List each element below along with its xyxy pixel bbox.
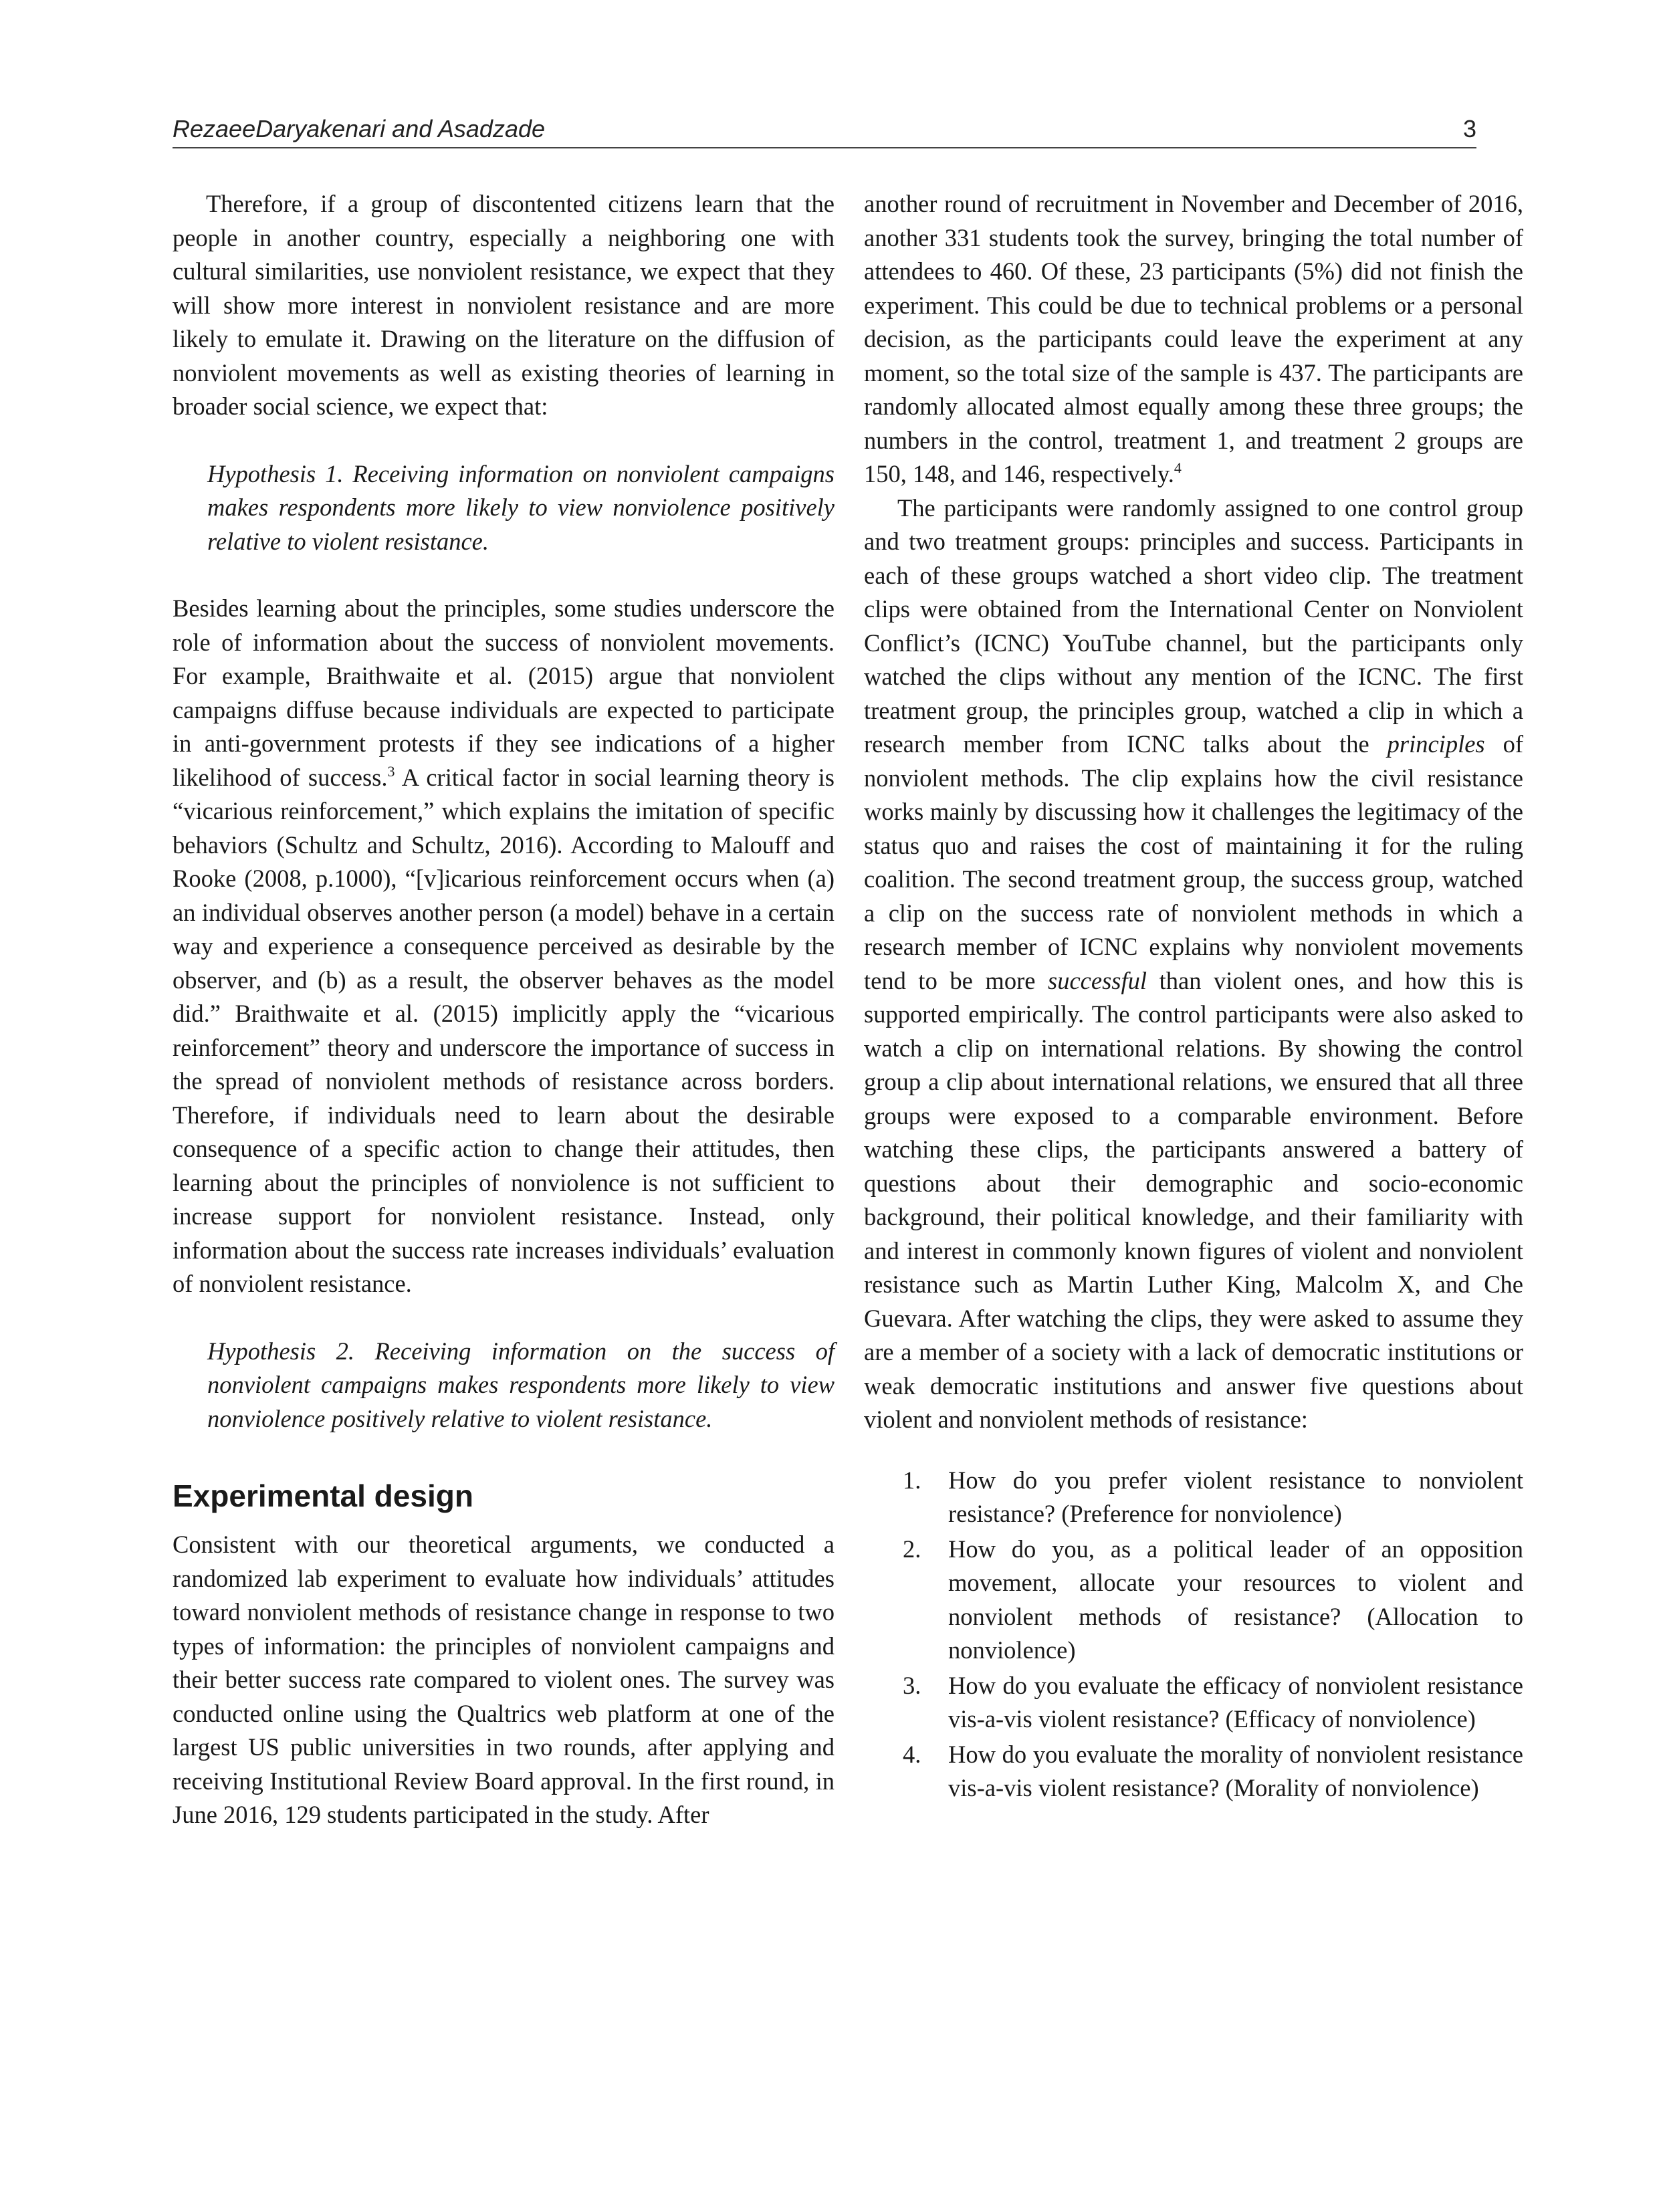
question-item (864, 1464, 1523, 1531)
emphasis-successful: successful (1048, 966, 1147, 994)
question-text: How do you evaluate the efficacy of nonviolent resistance vis-a-vis violent resistance? (Efficacy of nonviolence) (948, 1671, 1523, 1733)
footnote-ref-4[interactable]: 4 (1174, 459, 1182, 476)
left-column (173, 187, 835, 1832)
hypothesis-1-label: Hypothesis 1. (207, 459, 344, 487)
paragraph (864, 187, 1523, 491)
question-number: 3. (903, 1671, 921, 1699)
paragraph: Therefore, if a group of discontented citizens learn that the people in another country, especially a neighboring one with cultural similarities, use nonviolent resistance, we expect that they will show more interest in nonviolent resistance and are more likely to emulate it. Drawing on the literature on the diffusion of nonviolent movements as well as existing theories of learning in broader social science, we expect that: (173, 190, 835, 420)
footnote-ref-3[interactable]: 3 (387, 762, 395, 780)
page-number: 3 (1462, 115, 1476, 142)
question-item (864, 1669, 1523, 1737)
question-list (864, 1464, 1523, 1805)
question-text: How do you evaluate the morality of nonviolent resistance vis-a-vis violent resistance? (Morality of nonviolence) (948, 1740, 1523, 1801)
hypothesis-1 (207, 457, 835, 559)
hypothesis-2-text: Receiving information on the success of nonviolent campaigns makes respondents more likely to view nonviolence positively relative to violent resistance. (207, 1337, 835, 1432)
hypothesis-2-label: Hypothesis 2. (207, 1337, 355, 1365)
question-item (864, 1533, 1523, 1668)
paragraph (173, 592, 835, 1301)
question-text: How do you, as a political leader of an opposition movement, allocate your resources to violent and nonviolent methods of resistance? (Allocation to nonviolence) (948, 1535, 1523, 1664)
paragraph-text: The participants were randomly assigned to one control group and two treatment groups: principles and success. Participants in each of these groups watched a short video clip. The treatment clips were obtained from the International Center on Nonviolent Conflict’s (ICNC) YouTube channel, but the participants only watched the clips without any mention of the ICNC. The first treatment group, the principles group, watched a clip in which a research member from ICNC talks about the (864, 493, 1523, 758)
question-number: 4. (903, 1740, 921, 1768)
hypothesis-2 (207, 1335, 835, 1436)
paragraph-text: of nonviolent methods. The clip explains how the civil resistance works mainly by discussing how it challenges the legitimacy of the status quo and raises the cost of maintaining it for the ruling coalition. The second treatment group, the success group, watched a clip on the success rate of nonviolent methods in which a research member of ICNC explains why nonviolent movements tend to be more (864, 730, 1523, 994)
right-column (864, 187, 1523, 1807)
running-header-authors: RezaeeDaryakenari and Asadzade (173, 115, 546, 142)
paragraph-text: Besides learning about the principles, some studies underscore the role of information about the success of nonviolent movements. For example, Braithwaite et al. (2015) argue that nonviolent campaigns diffuse because individuals are expected to participate in anti-government protests if they see indications of a higher likelihood of success. (173, 594, 835, 791)
paragraph-text: than violent ones, and how this is supported empirically. The control participants were also asked to watch a clip on international relations. By showing the control group a clip about international relations, we ensured that all three groups were exposed to a comparable environment. Before watching these clips, the participants answered a battery of questions about their demographic and socio-economic background, their political knowledge, and their familiarity with and interest in commonly known figures of violent and nonviolent resistance such as Martin Luther King, Malcolm X, and Che Guevara. After watching the clips, they were asked to assume they are a member of a society with a lack of democratic institutions or weak democratic institutions and answer five questions about violent and nonviolent methods of resistance: (864, 966, 1523, 1433)
question-number: 2. (903, 1535, 921, 1563)
section-heading: Experimental design (173, 1478, 473, 1513)
paragraph (864, 491, 1523, 1437)
question-number: 1. (903, 1466, 921, 1494)
emphasis-principles: principles (1387, 730, 1485, 758)
paragraph: Consistent with our theoretical arguments, we conducted a randomized lab experiment to evaluate how individuals’ attitudes toward nonviolent methods of resistance change in response to two types of information: the principles of nonviolent campaigns and their better success rate compared to violent ones. The survey was conducted online using the Qualtrics web platform at one of the largest US public universities in two rounds, after applying and receiving Institutional Review Board approval. In the first round, in June 2016, 129 students participated in the study. After (173, 1531, 835, 1828)
running-header (173, 112, 1476, 148)
hypothesis-1-text: Receiving information on nonviolent campaigns makes respondents more likely to view nonviolence positively relative to violent resistance. (207, 459, 835, 555)
paragraph-text: A critical factor in social learning theory is “vicarious reinforcement,” which explains the imitation of specific behaviors (Schultz and Schultz, 2016). According to Malouff and Rooke (2008, p.1000), “[v]icarious reinforcement occurs when (a) an individual observes another person (a model) behave in a certain way and experience a consequence perceived as desirable by the observer, and (b) as a result, the observer behaves as the model did.” Braithwaite et al. (2015) implicitly apply the “vicarious reinforcement” theory and underscore the importance of success in the spread of nonviolent methods of resistance across borders. Therefore, if individuals need to learn about the desirable consequence of a specific action to change their attitudes, then learning about the principles of nonviolence is not sufficient to increase support for nonviolent resistance. Instead, only information about the success rate increases individuals’ evaluation of nonviolent resistance. (173, 763, 835, 1297)
paragraph-text: another round of recruitment in November and December of 2016, another 331 students took the survey, bringing the total number of attendees to 460. Of these, 23 participants (5%) did not finish the experiment. This could be due to technical problems or a personal decision, as the participants could leave the experiment at any moment, so the total size of the sample is 437. The participants are randomly allocated almost equally among these three groups; the numbers in the control, treatment 1, and treatment 2 groups are 150, 148, and 146, respectively. (864, 190, 1523, 487)
question-item (864, 1738, 1523, 1805)
question-text: How do you prefer violent resistance to nonviolent resistance? (Preference for nonviolence) (948, 1466, 1523, 1527)
